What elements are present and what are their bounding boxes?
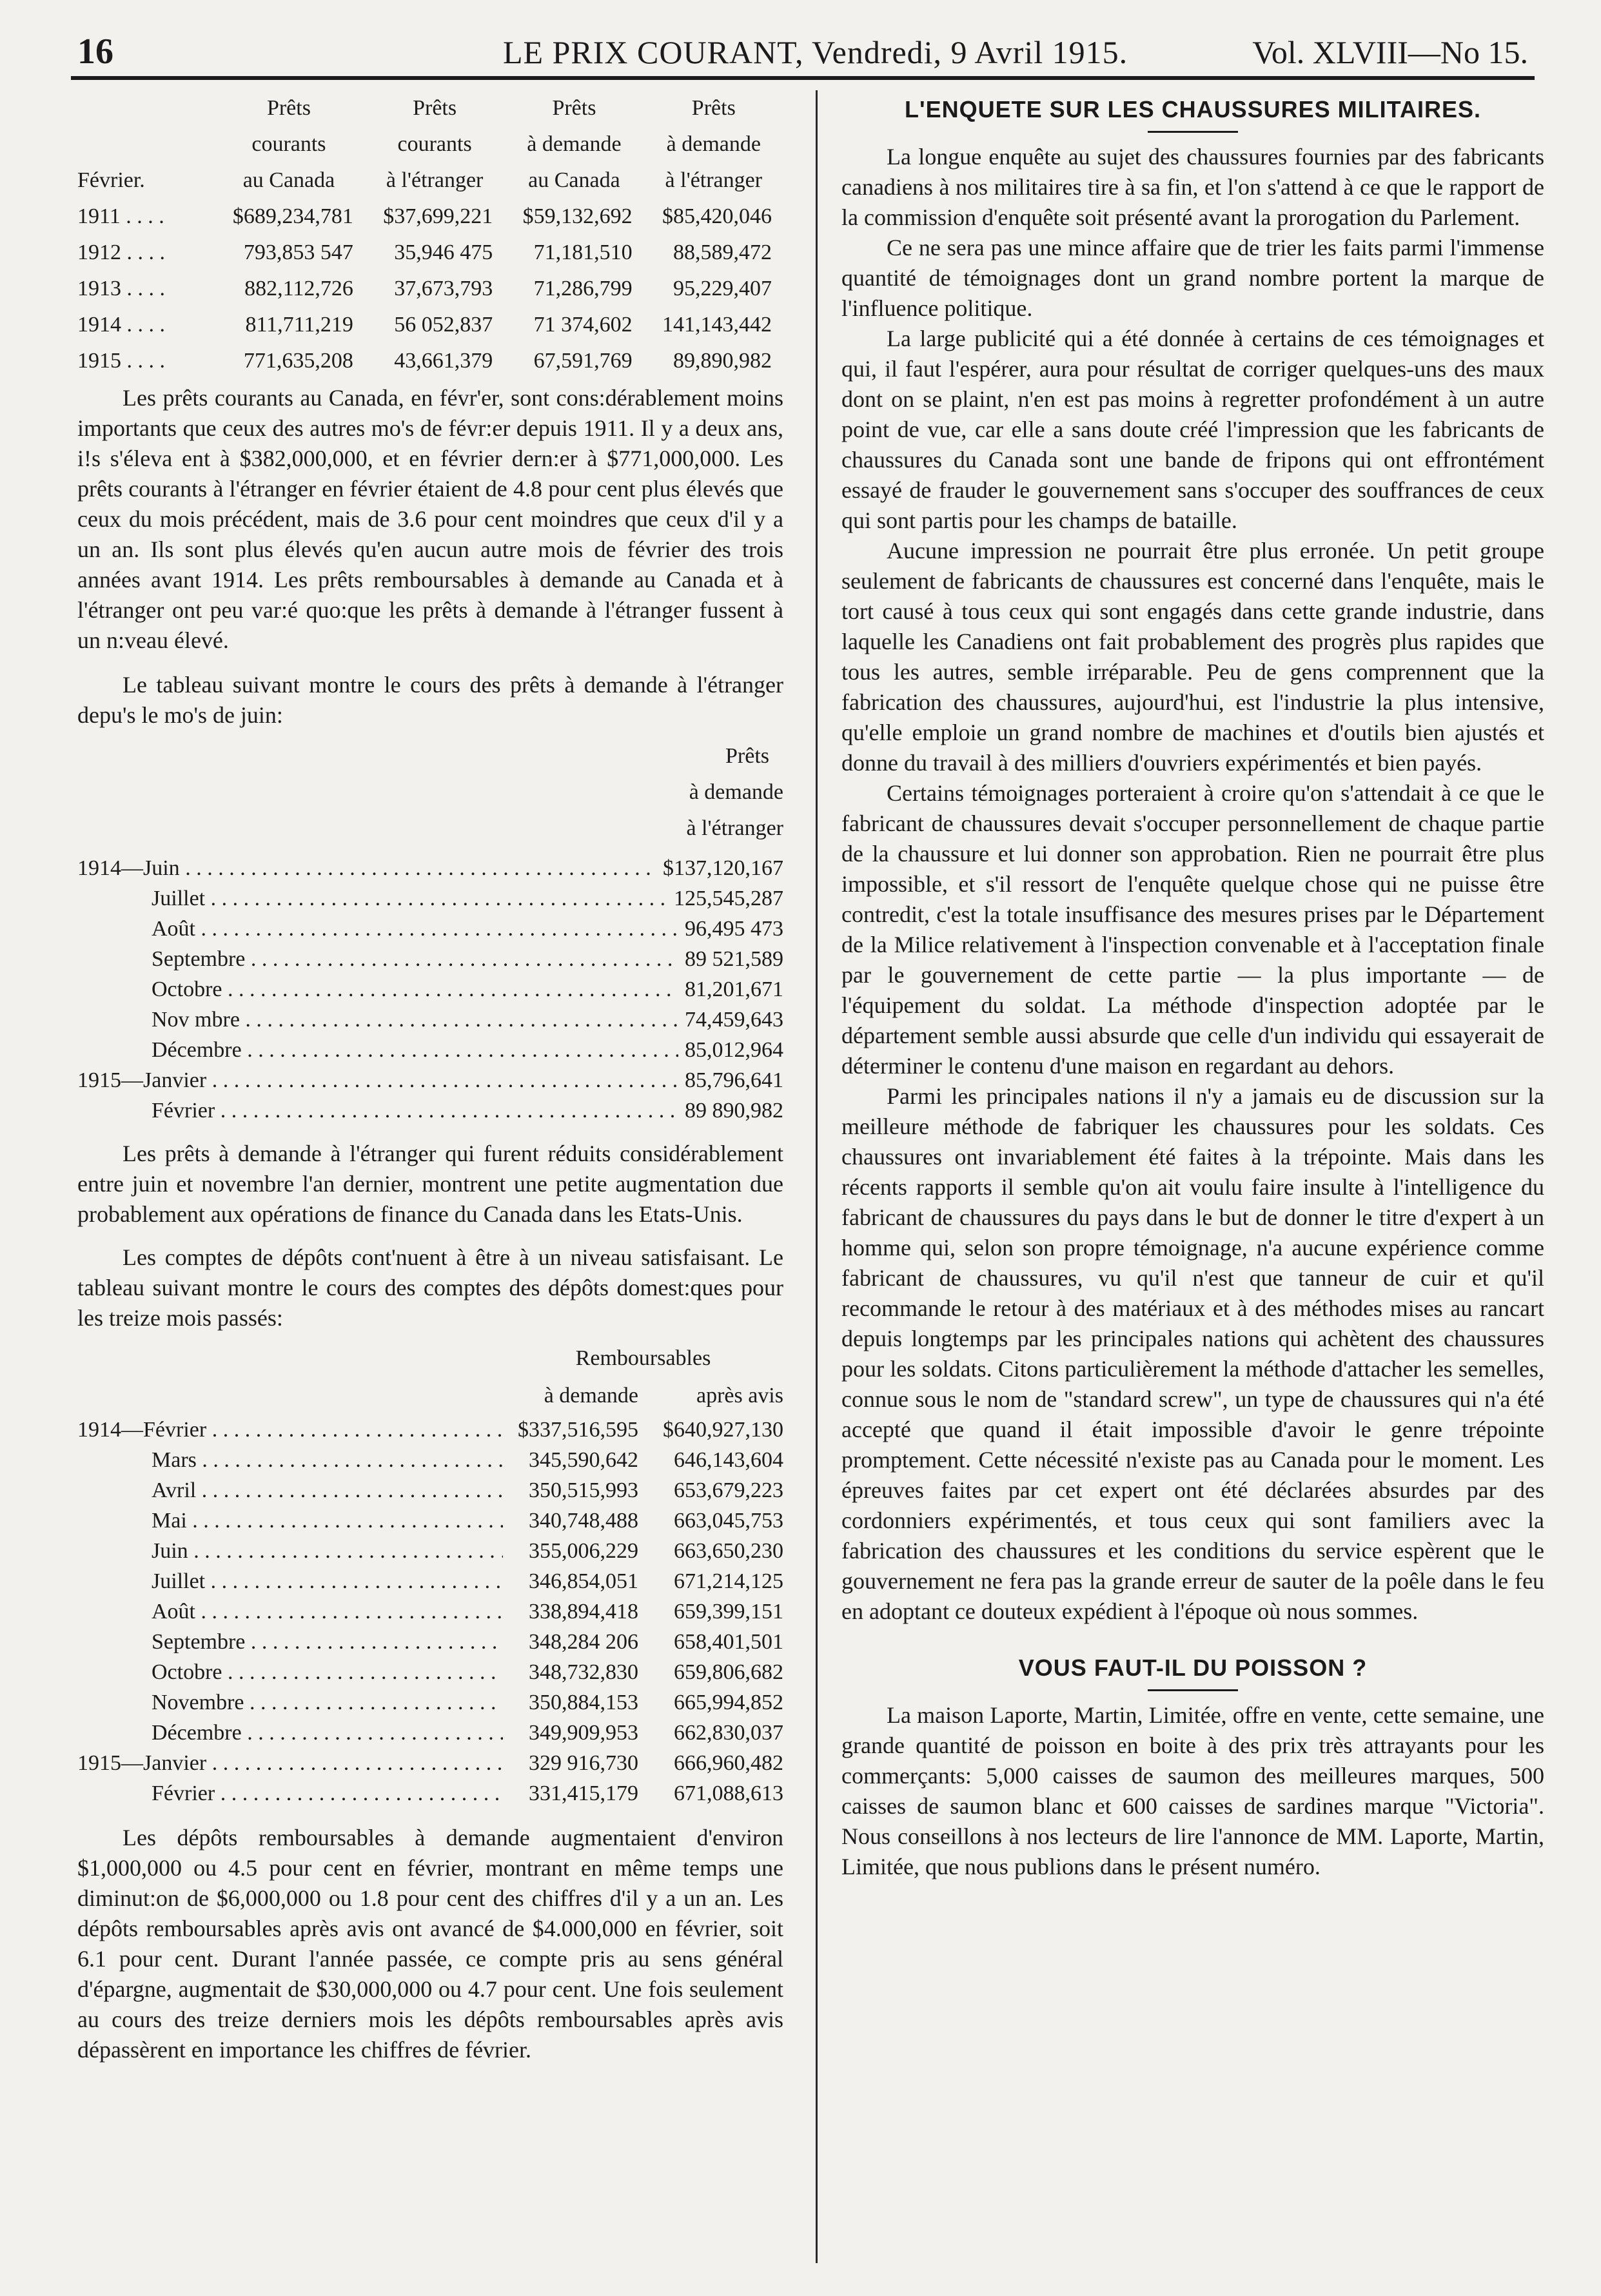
table-cell: 95,229,407 bbox=[673, 277, 772, 300]
table-row bbox=[77, 853, 783, 883]
col-header: courants bbox=[397, 132, 472, 156]
table-row bbox=[77, 974, 783, 1005]
row-value-demand: 349,909,953 bbox=[529, 1721, 638, 1745]
table-row bbox=[77, 1718, 783, 1748]
col-header: Prêts bbox=[552, 96, 596, 120]
row-value-notice: 658,401,501 bbox=[674, 1630, 783, 1654]
table-cell: $689,234,781 bbox=[232, 204, 353, 228]
table-row bbox=[77, 235, 783, 271]
demand-loans-table bbox=[77, 853, 783, 1126]
row-value-notice: $640,927,130 bbox=[663, 1418, 783, 1442]
row-value-notice: 659,806,682 bbox=[674, 1660, 783, 1684]
table-cell: $85,420,046 bbox=[662, 204, 772, 228]
row-label: Mai . . . bbox=[77, 1506, 503, 1536]
table-cell: 35,946 475 bbox=[394, 240, 493, 264]
table-cell: 1915 . . . . bbox=[77, 349, 165, 373]
table-row bbox=[77, 1445, 783, 1475]
col-header: à demande bbox=[544, 1384, 638, 1408]
row-label: 1914—Juin . . . bbox=[77, 853, 656, 883]
row-label: Septembre . . . bbox=[77, 1627, 503, 1657]
row-value: 85,796,641 bbox=[685, 1068, 783, 1092]
table-row bbox=[77, 914, 783, 944]
page-header bbox=[64, 26, 1528, 77]
row-label: 1914—Février . . . bbox=[77, 1415, 503, 1445]
table-cell: 882,112,726 bbox=[244, 277, 353, 300]
col-header: à l'étranger bbox=[686, 816, 783, 840]
col-header: Prêts bbox=[413, 96, 457, 120]
row-value: 85,012,964 bbox=[685, 1038, 783, 1062]
left-column bbox=[77, 90, 783, 2065]
paragraph: La longue enquête au sujet des chaussures fournies par des fabricants canadiens à nos militaires tire à sa fin, et l'on s'attend à ce que le rapport de la commission d'enquête soit présenté avant la prorogation du Parlement. bbox=[841, 144, 1544, 230]
volume-number: Vol. XLVIII—No 15. bbox=[1252, 34, 1528, 70]
col-header: après avis bbox=[696, 1384, 783, 1408]
loans-header-row-1 bbox=[77, 90, 783, 126]
table-cell: $37,699,221 bbox=[383, 204, 493, 228]
col-header: Prêts bbox=[266, 96, 311, 120]
table-row bbox=[77, 271, 783, 307]
loans-table bbox=[77, 90, 783, 379]
row-value-notice: 665,994,852 bbox=[674, 1691, 783, 1714]
table-row bbox=[77, 343, 783, 379]
table-cell: 141,143,442 bbox=[662, 313, 772, 337]
table-cell: 1913 . . . . bbox=[77, 277, 165, 300]
row-label: Octobre . . . bbox=[77, 1657, 503, 1687]
col-header: au Canada bbox=[242, 168, 335, 192]
table-cell: 56 052,837 bbox=[394, 313, 493, 337]
table-row bbox=[77, 1657, 783, 1687]
article-title: L'ENQUETE SUR LES CHAUSSURES MILITAIRES. bbox=[905, 96, 1481, 123]
loans-header-row-3 bbox=[77, 162, 783, 199]
col-header: Prêts bbox=[691, 96, 736, 120]
row-label: Décembre . . . bbox=[77, 1718, 503, 1748]
table-cell: 71,181,510 bbox=[533, 240, 633, 264]
row-value-notice: 659,399,151 bbox=[674, 1600, 783, 1624]
row-label: Décembre . . . bbox=[77, 1035, 678, 1065]
row-value-notice: 663,045,753 bbox=[674, 1509, 783, 1533]
table-row bbox=[77, 307, 783, 343]
table-cell: 793,853 547 bbox=[243, 240, 353, 264]
row-label: Août . . . bbox=[77, 1596, 503, 1627]
table-row bbox=[77, 1095, 783, 1126]
column-divider bbox=[816, 90, 818, 2263]
row-label: Novembre . . . bbox=[77, 1687, 503, 1718]
row-value: 81,201,671 bbox=[685, 977, 783, 1001]
col-header: à l'étranger bbox=[386, 168, 484, 192]
row-value-demand: 340,748,488 bbox=[529, 1509, 638, 1533]
row-value-demand: 350,884,153 bbox=[529, 1691, 638, 1714]
row-value-notice: 666,960,482 bbox=[674, 1751, 783, 1775]
row-value-notice: 662,830,037 bbox=[674, 1721, 783, 1745]
row-value: 89 890,982 bbox=[685, 1099, 783, 1123]
row-label: Juin . . . bbox=[77, 1536, 503, 1566]
row-value-demand: 329 916,730 bbox=[529, 1751, 638, 1775]
paragraph: Aucune impression ne pourrait être plus erronée. Un petit groupe seulement de fabricants de chaussures est concerné dans l'enquête, mais le tort causé à tous ceux qui sont engagés dans cette grande industrie, dans laquelle les Canadiens ont fait probablement des progrès plus rapides que tous les autres, semble irréparable. Peu de gens comprennent que la fabrication des chaussures, aujourd'hui, est l'industrie la plus intensive, qu'elle emploie un grand nombre de machines et d'outils bien ajustés et donne du travail à des milliers d'ouvriers expérimentés et bien payés. bbox=[841, 538, 1544, 776]
row-label: Février . . . bbox=[77, 1095, 678, 1126]
paragraph: Parmi les principales nations il n'y a jamais eu de discussion sur la meilleure méthode de fabriquer les chaussures pour les soldats. Ces chaussures ont invariablement été faites à la trépointe. Mais dans les récents rapports il semble qu'on ait voulu faire insulte à l'intelligence du fabricant de chaussures du pays dans le but de donner le titre d'expert à un homme qui, selon son propre témoignage, n'a aucune expérience comme fabricant de chaussures, vu qu'il n'est que tanneur de cuir et qu'il recommande le retour à des matériaux et à des méthodes mises au rancart depuis longtemps par les principales nations qui achètent des chaussures pour les soldats. Citons particulièrement la méthode d'attacher les semelles, connue sous le nom de "standard screw", un type de chaussures qui n'a été accepté que quand il était impossible d'avoir le genre trépointe promptement. Cette nécessité n'existe pas au Canada pour le moment. Les épreuves faites par cet expert ont été déclarées absurdes par des cordonniers expérimentés, et tous ceux qui sont familiers avec la fabrication des chaussures et les conditions du service espèrent que le gouvernement ne fera pas la grande erreur de sauter de la poêle dans le feu en adoptant ce douteux expédient à l'époque où nous sommes. bbox=[841, 1083, 1544, 1624]
article-title: VOUS FAUT-IL DU POISSON ? bbox=[1018, 1654, 1368, 1681]
table-cell: 1912 . . . . bbox=[77, 240, 165, 264]
row-value-demand: 346,854,051 bbox=[529, 1569, 638, 1593]
row-value-demand: 331,415,179 bbox=[529, 1781, 638, 1805]
row-value-demand: 350,515,993 bbox=[529, 1478, 638, 1502]
row-label: Octobre . . . bbox=[77, 974, 678, 1005]
row-label: Septembre . . . bbox=[77, 944, 678, 974]
loans-header-row-2 bbox=[77, 126, 783, 162]
row-value: 89 521,589 bbox=[685, 947, 783, 971]
table-cell: 71 374,602 bbox=[533, 313, 633, 337]
row-label: Août . . . bbox=[77, 914, 678, 944]
col-header: courants bbox=[251, 132, 326, 156]
paragraph: Les dépôts remboursables à demande augmentaient d'environ $1,000,000 ou 4.5 pour cent en février, montrant en même temps une diminut:on de $6,000,000 ou 1.8 pour cent des chiffres d'il y a un an. Les dépôts remboursables après avis ont avancé de $4.000,000 en février, soit 6.1 pour cent. Durant l'année passée, ce compte pris au sens général d'épargne, augmentait de $30,000,000 ou 4.7 pour cent. Une fois seulement au cours des treize derniers mois les dépôts remboursables après avis dépassèrent en importance les chiffres de février. bbox=[77, 1825, 783, 2063]
table-row bbox=[77, 1687, 783, 1718]
header-rule bbox=[71, 76, 1535, 80]
col-header: à demande bbox=[689, 780, 783, 804]
table-cell: 37,673,793 bbox=[394, 277, 493, 300]
col-header: à demande bbox=[666, 132, 761, 156]
col-header: Février. bbox=[77, 168, 145, 192]
table-cell: 71,286,799 bbox=[533, 277, 633, 300]
table-row bbox=[77, 1566, 783, 1596]
row-value-demand: $337,516,595 bbox=[518, 1418, 638, 1442]
row-value-demand: 338,894,418 bbox=[529, 1600, 638, 1624]
table-cell: $59,132,692 bbox=[522, 204, 633, 228]
article-body bbox=[841, 142, 1544, 1627]
publication-title: LE PRIX COURANT, Vendredi, 9 Avril 1915. bbox=[503, 34, 1128, 70]
col-header: Remboursables bbox=[575, 1346, 711, 1370]
table-cell: 1914 . . . . bbox=[77, 313, 165, 337]
page-number: 16 bbox=[77, 32, 113, 72]
table-row bbox=[77, 1065, 783, 1095]
row-value-demand: 348,284 206 bbox=[529, 1630, 638, 1654]
paragraph: Les comptes de dépôts cont'nuent à être à un niveau satisfaisant. Le tableau suivant montre le cours des comptes des dépôts domest:ques pour les treize mois passés: bbox=[77, 1244, 783, 1331]
row-value: $137,120,167 bbox=[663, 856, 783, 880]
row-value: 125,545,287 bbox=[674, 887, 783, 910]
row-value: 74,459,643 bbox=[685, 1008, 783, 1032]
paragraph: La maison Laporte, Martin, Limitée, offre en vente, cette semaine, une grande quantité de poisson en boite à des prix très attrayants pour les commerçants: 5,000 caisses de saumon des meilleures marques, 500 caisses de saumon blanc et 600 caisses de sardines marque "Victoria". Nous conseillons à nos lecteurs de lire l'annonce de MM. Laporte, Martin, Limitée, que nous publions dans le présent numéro. bbox=[841, 1702, 1544, 1879]
row-label: Juillet . . . bbox=[77, 883, 667, 914]
table-cell: 89,890,982 bbox=[673, 349, 772, 373]
col-header: à l'étranger bbox=[665, 168, 763, 192]
table-row bbox=[77, 944, 783, 974]
row-value-demand: 348,732,830 bbox=[529, 1660, 638, 1684]
paragraph: Ce ne sera pas une mince affaire que de trier les faits parmi l'immense quantité de témoignages dont un grand nombre portent la marque de l'influence politique. bbox=[841, 235, 1544, 321]
table-row bbox=[77, 199, 783, 235]
table-cell: 771,635,208 bbox=[243, 349, 353, 373]
row-label: Mars . . . bbox=[77, 1445, 503, 1475]
table-cell: 43,661,379 bbox=[394, 349, 493, 373]
paragraph: La large publicité qui a été donnée à certains de ces témoignages et qui, il faut l'espérer, aura pour résultat de corriger quelques-uns des maux dont on se plaint, n'en est pas moins à regretter profondément à un autre point de vue, car elle a sans doute créé l'impression que les fabricants de chaussures du Canada sont une bande de fripons qui ont effrontément essayé de frauder le gouvernement sans s'occuper des souffrances de ceux qui sont partis pour les champs de bataille. bbox=[841, 326, 1544, 533]
paragraph: Les prêts courants au Canada, en févr'er, sont cons:dérablement moins importants que ceux des autres mo's de févr:er depuis 1911. Il y a deux ans, i!s s'éleva ent à $382,000,000, et en février dern:er à $771,000,000. Les prêts courants à l'étranger en février étaient de 4.8 pour cent plus élevés que ceux du mois précédent, mais de 3.6 pour cent moindres que ceux d'il y a un an. Ils sont plus élevés qu'en aucun autre mois de février des trois années avant 1914. Les prêts remboursables à demande au Canada et à l'étranger ont peu var:é quo:que les prêts à demande à l'étranger fussent à un n:veau élevé. bbox=[77, 385, 783, 653]
row-label: Avril . . . bbox=[77, 1475, 503, 1506]
table-row bbox=[77, 1035, 783, 1065]
table-row bbox=[77, 1627, 783, 1657]
table-row bbox=[77, 1596, 783, 1627]
row-value-notice: 671,214,125 bbox=[674, 1569, 783, 1593]
row-value: 96,495 473 bbox=[685, 917, 783, 941]
table-cell: 67,591,769 bbox=[533, 349, 633, 373]
row-label: 1915—Janvier . . . bbox=[77, 1065, 678, 1095]
row-label: Nov mbre . . . bbox=[77, 1005, 678, 1035]
row-label: 1915—Janvier . . . bbox=[77, 1748, 503, 1778]
col-header: à demande bbox=[527, 132, 622, 156]
right-column bbox=[841, 90, 1544, 1882]
table-row bbox=[77, 1536, 783, 1566]
paragraph: Certains témoignages porteraient à croire qu'on s'attendait à ce que le fabricant de chaussures devait s'occuper personnellement de chaque partie de la chaussure et lui donner son approbation. Rien ne pourrait être plus impossible, et s'il ressort de l'enquête quelque chose qui ne puisse être contredit, c'est la totale insuffisance des mesures prises par le Département de la Milice relativement à l'inspection convenable et à l'acceptation finale par le gouvernement de cette partie — la plus importante — de l'équipement du soldat. La méthode d'inspection adoptée par le département semble aussi absurde que celle d'un individu qui essayerait de déterminer le contenu d'une maison en regardant au dehors. bbox=[841, 780, 1544, 1079]
title-rule bbox=[1148, 1689, 1238, 1691]
paragraph: Les prêts à demande à l'étranger qui furent réduits considérablement entre juin et novembre l'an dernier, montrent une petite augmentation due probablement aux opérations de finance du Canada dans les Etats-Unis. bbox=[77, 1141, 783, 1227]
demand-table-header bbox=[77, 738, 783, 847]
table-cell: 88,589,472 bbox=[673, 240, 772, 264]
row-value-demand: 345,590,642 bbox=[529, 1448, 638, 1472]
row-value-notice: 663,650,230 bbox=[674, 1539, 783, 1563]
article-body bbox=[841, 1700, 1544, 1882]
table-row bbox=[77, 1475, 783, 1506]
table-row bbox=[77, 1748, 783, 1778]
table-row bbox=[77, 1778, 783, 1809]
paragraph: Le tableau suivant montre le cours des prêts à demande à l'étranger depu's le mo's de juin: bbox=[77, 672, 783, 728]
table-row bbox=[77, 883, 783, 914]
table-row bbox=[77, 1506, 783, 1536]
row-value-notice: 653,679,223 bbox=[674, 1478, 783, 1502]
col-header: Prêts bbox=[725, 744, 769, 768]
table-cell: 1911 . . . . bbox=[77, 204, 164, 228]
table-row bbox=[77, 1415, 783, 1445]
col-header: au Canada bbox=[528, 168, 620, 192]
row-label: Février . . . bbox=[77, 1778, 503, 1809]
row-value-notice: 646,143,604 bbox=[674, 1448, 783, 1472]
row-label: Juillet . . . bbox=[77, 1566, 503, 1596]
title-rule bbox=[1148, 131, 1238, 133]
deposit-table bbox=[77, 1340, 783, 1809]
table-cell: 811,711,219 bbox=[245, 313, 353, 337]
table-row bbox=[77, 1005, 783, 1035]
row-value-notice: 671,088,613 bbox=[674, 1781, 783, 1805]
row-value-demand: 355,006,229 bbox=[529, 1539, 638, 1563]
